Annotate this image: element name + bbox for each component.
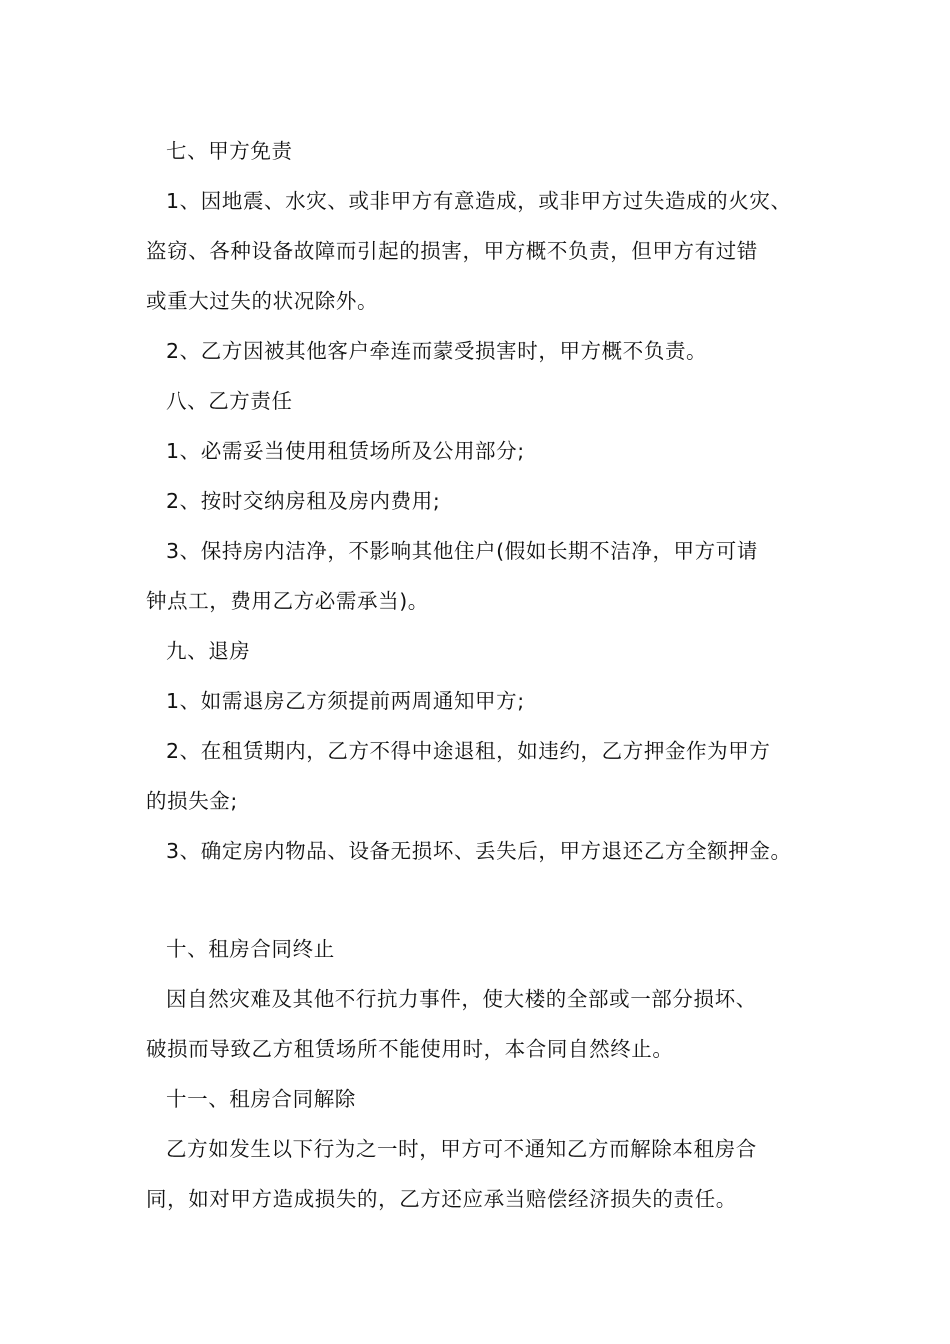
paragraph-line: 3、确定房内物品、设备无损坏、丢失后，甲方退还乙方全额押金。 xyxy=(166,839,792,863)
section-heading-11: 十一、租房合同解除 xyxy=(166,1087,356,1111)
paragraph-line: 同，如对甲方造成损失的，乙方还应承当赔偿经济损失的责任。 xyxy=(146,1187,737,1211)
section-heading-8: 八、乙方责任 xyxy=(166,389,293,413)
paragraph-line: 2、乙方因被其他客户牵连而蒙受损害时，甲方概不负责。 xyxy=(166,339,708,363)
paragraph-line: 盗窃、各种设备故障而引起的损害，甲方概不负责，但甲方有过错 xyxy=(146,239,758,263)
section-heading-7: 七、甲方免责 xyxy=(166,139,293,163)
paragraph-line: 1、如需退房乙方须提前两周通知甲方; xyxy=(166,689,525,713)
paragraph-line: 乙方如发生以下行为之一时，甲方可不通知乙方而解除本租房合 xyxy=(166,1137,757,1161)
section-heading-10: 十、租房合同终止 xyxy=(166,937,335,961)
paragraph-line: 1、因地震、水灾、或非甲方有意造成，或非甲方过失造成的火灾、 xyxy=(166,189,792,213)
paragraph-line: 破损而导致乙方租赁场所不能使用时，本合同自然终止。 xyxy=(146,1037,674,1061)
paragraph-line: 因自然灾难及其他不行抗力事件，使大楼的全部或一部分损坏、 xyxy=(166,987,757,1011)
paragraph-line: 3、保持房内洁净，不影响其他住户(假如长期不洁净，甲方可请 xyxy=(166,539,758,563)
paragraph-line: 的损失金; xyxy=(146,789,238,813)
paragraph-line: 2、按时交纳房租及房内费用; xyxy=(166,489,441,513)
section-heading-9: 九、退房 xyxy=(166,639,251,663)
paragraph-line: 2、在租赁期内，乙方不得中途退租，如违约，乙方押金作为甲方 xyxy=(166,739,771,763)
paragraph-line: 1、必需妥当使用租赁场所及公用部分; xyxy=(166,439,525,463)
paragraph-line: 钟点工，费用乙方必需承当)。 xyxy=(146,589,429,613)
paragraph-line: 或重大过失的状况除外。 xyxy=(146,289,379,313)
